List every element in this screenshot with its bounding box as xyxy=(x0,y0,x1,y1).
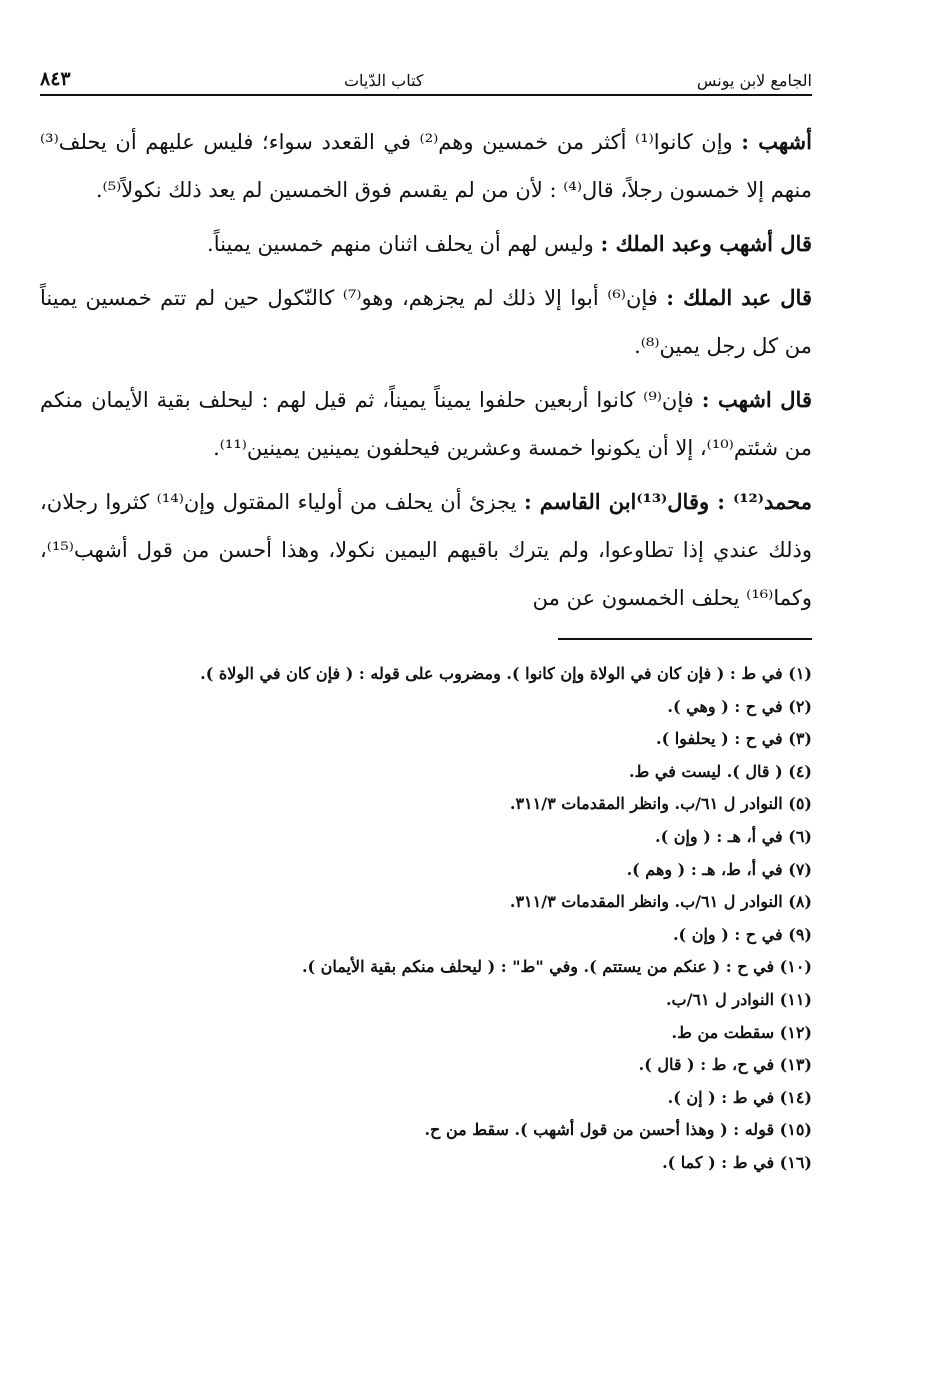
footnote: (٧) في أ، ط، هـ : ( وهم ). xyxy=(626,859,812,879)
running-header xyxy=(40,60,812,96)
chapter-title: كتاب الدّيات xyxy=(343,71,424,90)
footnote: (١٠) في ح : ( عنكم من يستتم ). وفي "ط" : ( ليحلف منكم بقية الأيمان ). xyxy=(301,957,812,977)
footnote-separator xyxy=(558,638,812,640)
footnote: (٤) ( قال ). ليست في ط. xyxy=(628,761,812,781)
paragraph-text: وإن كانوا⁽¹⁾ أكثر من خمسين وهم⁽²⁾ في القعدد سواء؛ فليس عليهم أن يحلف⁽³⁾ منهم إلا خمسون رجلاً، قال⁽⁴⁾ : لأن من لم يقسم فوق الخمسين لم يعد ذلك نكولاً⁽⁵⁾. xyxy=(40,130,812,202)
footnote: (١) في ط : ( فإن كان في الولاة وإن كانوا ). ومضروب على قوله : ( فإن كان في الولاة ). xyxy=(200,664,812,683)
footnote: (١٢) سقطت من ط. xyxy=(671,1022,812,1042)
footnote: (١٣) في ح، ط : ( قال ). xyxy=(638,1055,812,1075)
footnote: (٦) في أ، هـ : ( وإن ). xyxy=(655,826,812,846)
speaker-label: محمد⁽¹²⁾ : وقال⁽¹³⁾ابن القاسم : xyxy=(523,489,812,514)
book-title: الجامع لابن يونس xyxy=(696,71,812,90)
main-text xyxy=(40,118,812,622)
paragraph-text: فإن⁽⁹⁾ كانوا أربعين حلفوا يميناً يميناً، ثم قيل لهم : ليحلف بقية الأيمان منكم من شئتم⁽¹⁰⁾، إلا أن يكونوا خمسة وعشرين فيحلفون يمينين يمينين⁽¹¹⁾. xyxy=(40,388,812,460)
footnotes xyxy=(40,658,812,1180)
footnote: (١٥) قوله : ( وهذا أحسن من قول أشهب ). سقط من ح. xyxy=(424,1120,812,1140)
footnote: (٩) في ح : ( وإن ). xyxy=(672,924,812,944)
speaker-label: قال أشهب وعبد الملك : xyxy=(600,231,812,256)
speaker-label: قال عبد الملك : xyxy=(666,285,812,310)
page-number: ٨٤٣ xyxy=(40,68,71,90)
footnote: (٥) النوادر ل ٦١/ب. وانظر المقدمات ٣١١/٣. xyxy=(509,794,812,814)
speaker-label: قال اشهب : xyxy=(701,387,812,412)
speaker-label: أشهب : xyxy=(741,129,812,154)
footnote: (١٤) في ط : ( إن ). xyxy=(667,1087,812,1107)
paragraph-text: يجزئ أن يحلف من أولياء المقتول وإن⁽¹⁴⁾ كثروا رجلان، وذلك عندي إذا تطاوعوا، ولم يترك باقيهم اليمين نكولا، وهذا أحسن من قول أشهب⁽¹⁵⁾، وكما⁽¹⁶⁾ يحلف الخمسون عن من xyxy=(40,490,812,610)
paragraph-text: وليس لهم أن يحلف اثنان منهم خمسين يميناً. xyxy=(207,232,594,256)
footnote: (٨) النوادر ل ٦١/ب. وانظر المقدمات ٣١١/٣. xyxy=(509,892,812,912)
paragraph xyxy=(40,274,812,370)
footnote: (١١) النوادر ل ٦١/ب. xyxy=(665,989,812,1009)
book-page xyxy=(40,60,812,1180)
paragraph-text: فإن⁽⁶⁾ أبوا إلا ذلك لم يجزهم، وهو⁽⁷⁾ كالنّكول حين لم تتم خمسين يميناً من كل رجل يمين⁽⁸⁾. xyxy=(40,286,812,358)
footnote: (١٦) في ط : ( كما ). xyxy=(662,1152,812,1172)
footnote: (٢) في ح : ( وهي ). xyxy=(667,696,812,716)
paragraph xyxy=(40,118,812,214)
paragraph xyxy=(40,478,812,622)
paragraph xyxy=(40,220,812,268)
footnote: (٣) في ح : ( يحلفوا ). xyxy=(656,729,812,749)
paragraph xyxy=(40,376,812,472)
